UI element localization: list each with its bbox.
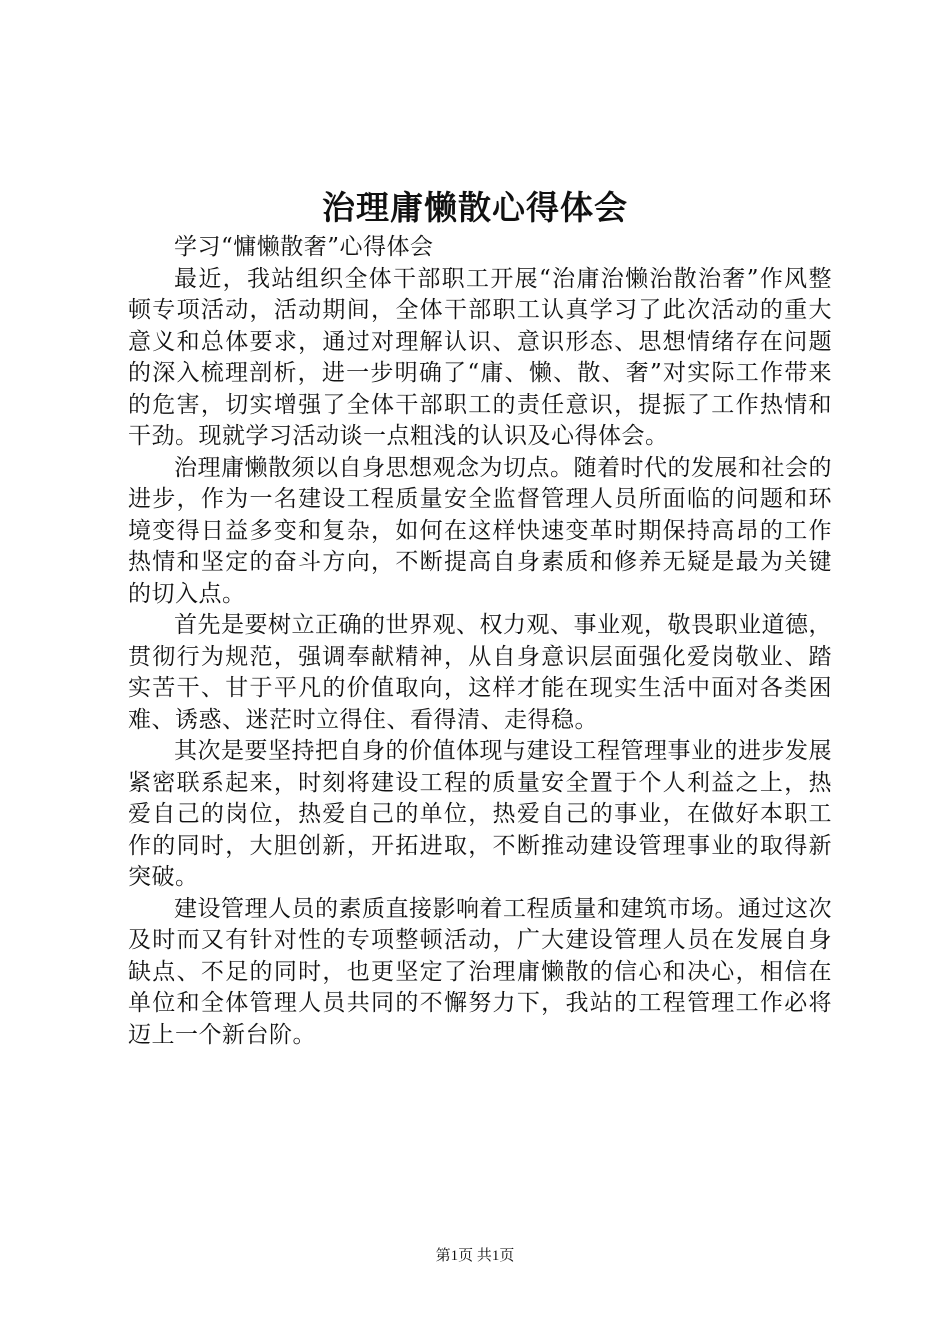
- page-footer: 第1页 共1页: [435, 1248, 515, 1264]
- body-paragraph: 首先是要树立正确的世界观、权力观、事业观，敬畏职业道德，贯彻行为规范，强调奉献精神，从自身意识层面强化爱岗敬业、踏实苦干、甘于平凡的价值取向，这样才能在现实生活中面对各类困难、诱惑、迷茫时立得住、看得清、走得稳。: [128, 612, 832, 733]
- body-paragraph: 建设管理人员的素质直接影响着工程质量和建筑市场。通过这次及时而又有针对性的专项整顿活动，广大建设管理人员在发展自身缺点、不足的同时，也更坚定了治理庸懒散的信心和决心，相信在单位和全体管理人员共同的不懈努力下，我站的工程管理工作必将迈上一个新台阶。: [128, 895, 832, 1048]
- body-paragraph: 最近，我站组织全体干部职工开展“治庸治懒治散治奢”作风整顿专项活动，活动期间，全体干部职工认真学习了此次活动的重大意义和总体要求，通过对理解认识、意识形态、思想情绪存在问题的深入梳理剖析，进一步明确了“庸、懒、散、奢”对实际工作带来的危害，切实增强了全体干部职工的责任意识，提振了工作热情和干劲。现就学习活动谈一点粗浅的认识及心得体会。: [128, 265, 832, 449]
- document-title: 治理庸懒散心得体会: [322, 188, 628, 227]
- body-paragraph: 治理庸懒散须以自身思想观念为切点。随着时代的发展和社会的进步，作为一名建设工程质量安全监督管理人员所面临的问题和环境变得日益多变和复杂，如何在这样快速变革时期保持高昂的工作热情和坚定的奋斗方向，不断提高自身素质和修养无疑是最为关键的切入点。: [128, 454, 832, 607]
- body-paragraph: 其次是要坚持把自身的价值体现与建设工程管理事业的进步发展紧密联系起来，时刻将建设工程的质量安全置于个人利益之上，热爱自己的岗位，热爱自己的单位，热爱自己的事业，在做好本职工作的同时，大胆创新，开拓进取，不断推动建设管理事业的取得新突破。: [128, 738, 832, 890]
- subtitle-paragraph: 学习“慵懒散奢”心得体会: [174, 234, 434, 260]
- document-body: [128, 232, 832, 1051]
